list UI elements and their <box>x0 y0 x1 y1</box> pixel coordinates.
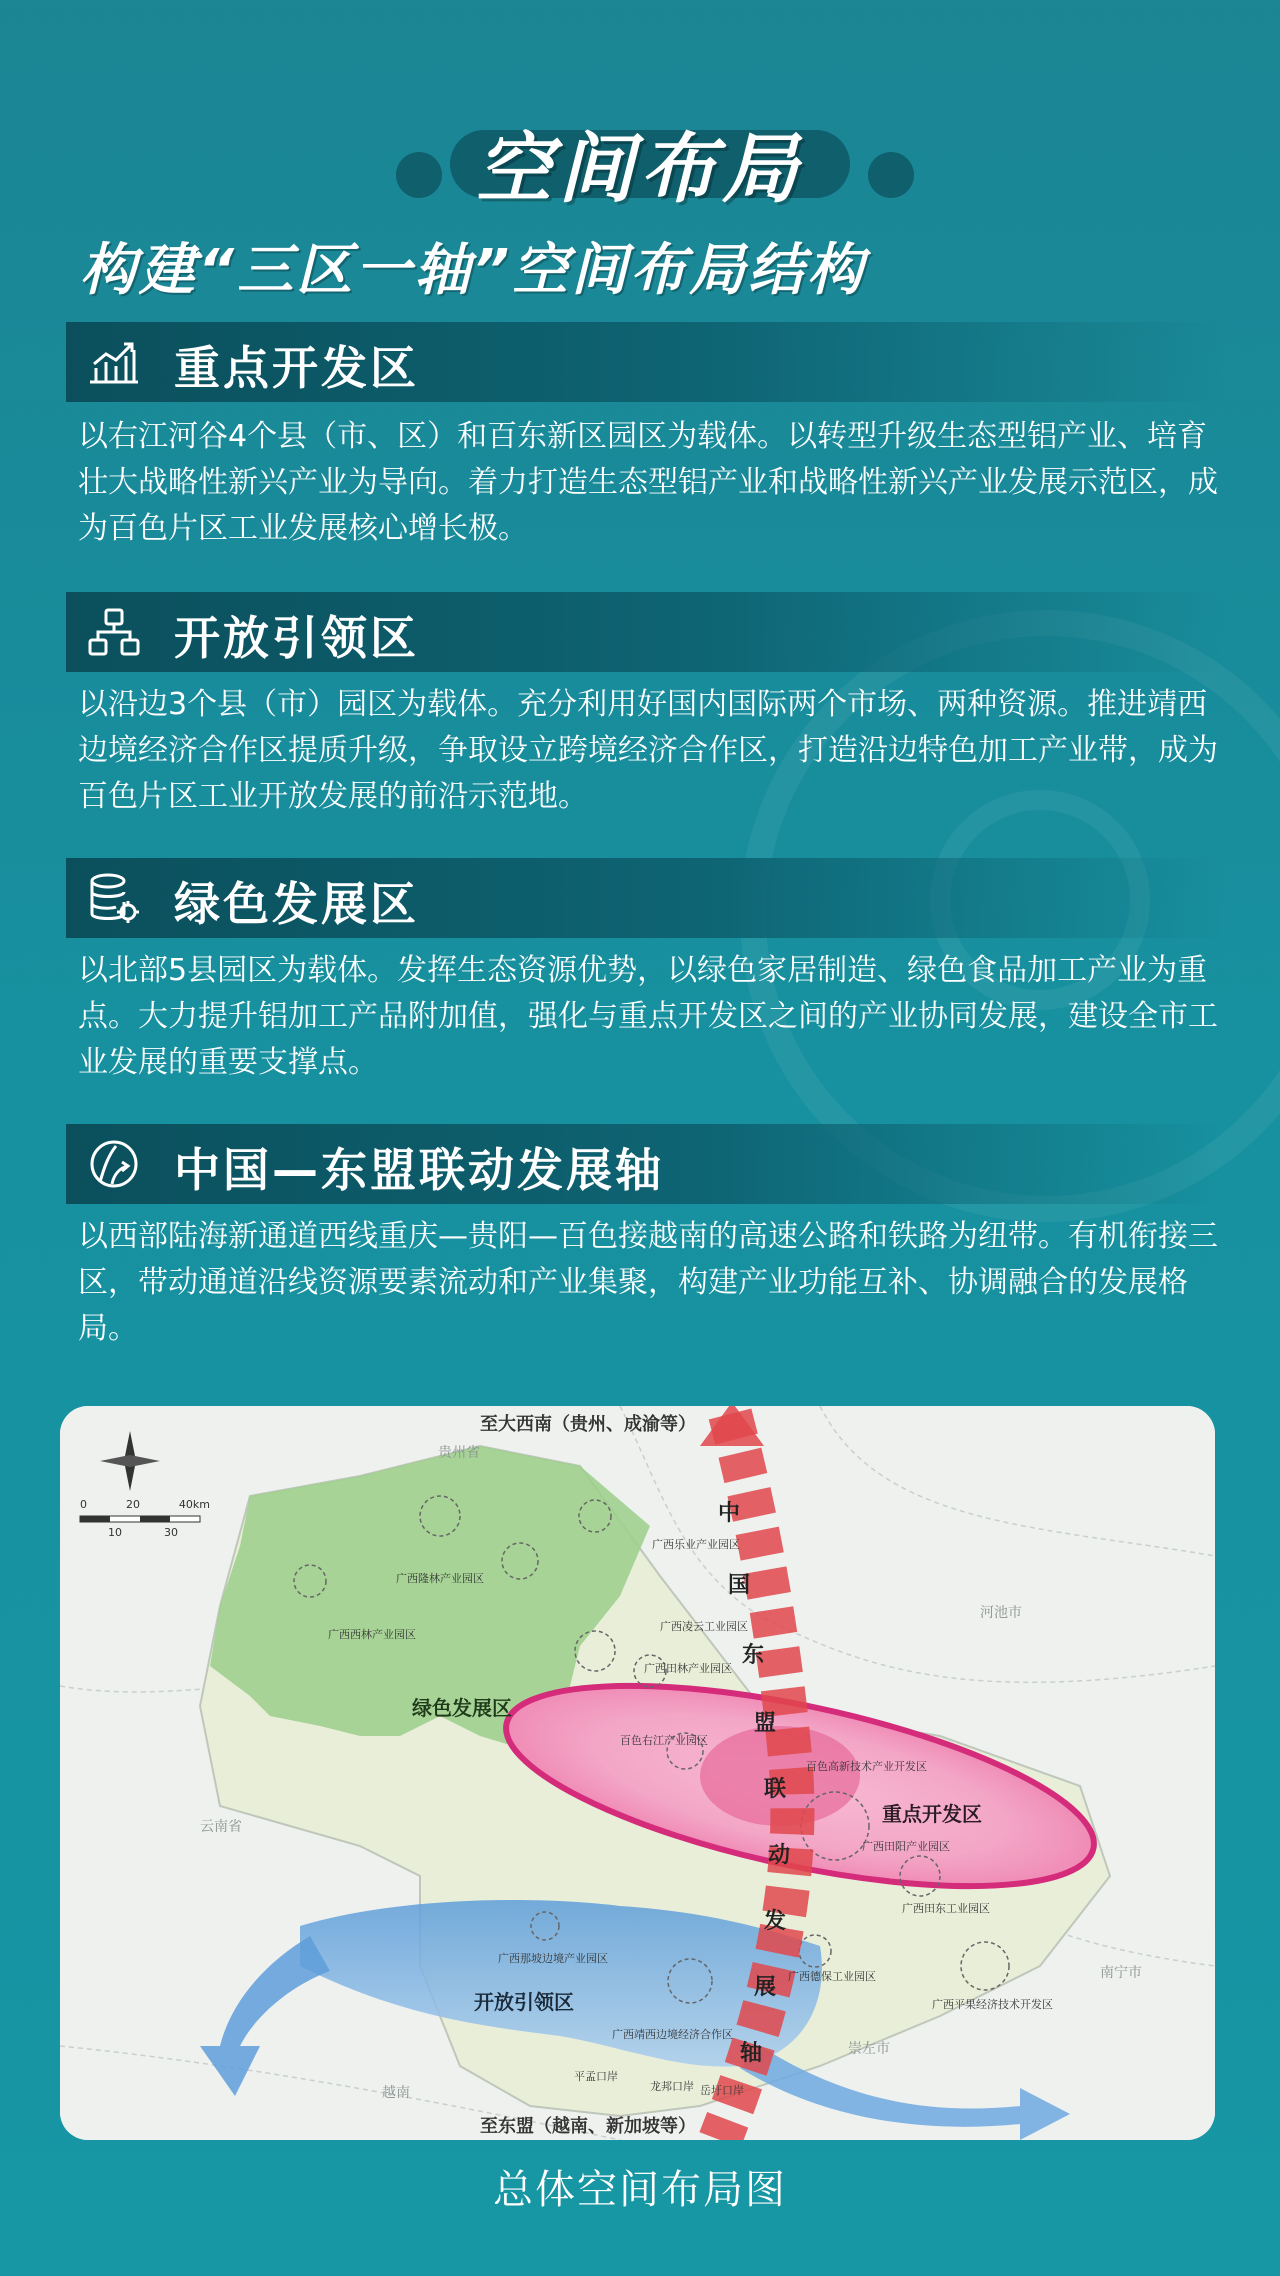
region-label-pink: 重点开发区 <box>882 1802 982 1826</box>
axis-char: 展 <box>754 1975 777 2000</box>
axis-char: 轴 <box>740 2041 763 2066</box>
park-label: 广西西林产业园区 <box>328 1628 416 1641</box>
section-title: 开放引领区 <box>174 611 419 665</box>
map-caption: 总体空间布局图 <box>493 2167 787 2213</box>
park-label: 广西靖西边境经济合作区 <box>612 2028 733 2041</box>
scale-ticks-top <box>80 1498 210 1511</box>
park-label: 平孟口岸 <box>574 2070 618 2083</box>
place-name: 越南 <box>382 2085 410 2101</box>
region-label-green: 绿色发展区 <box>412 1696 512 1720</box>
section-body: 以沿边3个县（市）园区为载体。充分利用好国内国际两个市场、两种资源。推进靖西边境经济合作区提质升级，争取设立跨境经济合作区，打造沿边特色加工产业带，成为百色片区工业开放发展的前沿示范地。 <box>78 687 1218 814</box>
section-header-key-development <box>66 322 1226 402</box>
place-name: 南宁市 <box>1100 1965 1142 1981</box>
park-label: 广西平果经济技术开发区 <box>932 1998 1053 2011</box>
axis-char: 联 <box>764 1777 787 1802</box>
place-name: 贵州省 <box>438 1445 480 1461</box>
section-header-green-development <box>66 858 1226 938</box>
park-label: 广西凌云工业园区 <box>660 1620 748 1633</box>
layout-map <box>60 1406 1215 2140</box>
section-body: 以北部5县园区为载体。发挥生态资源优势，以绿色家居制造、绿色食品加工产业为重点。大力提升铝加工产品附加值，强化与重点开发区之间的产业协同发展，建设全市工业发展的重要支撑点。 <box>78 953 1218 1080</box>
chart-growth-icon <box>86 336 142 388</box>
axis-char: 发 <box>764 1909 787 1934</box>
database-gear-icon <box>86 872 142 924</box>
scale-bar <box>80 1516 200 1522</box>
park-label: 广西德保工业园区 <box>788 1970 876 1983</box>
page-title: 空间布局 <box>476 124 804 213</box>
scale-ticks-bottom <box>108 1526 178 1539</box>
scale-tick: 0 <box>80 1498 87 1511</box>
park-label: 岳圩口岸 <box>700 2084 744 2097</box>
park-label: 广西隆林产业园区 <box>396 1572 484 1585</box>
park-label: 广西那坡边境产业园区 <box>498 1952 608 1965</box>
section-header-open-leading <box>66 592 1226 672</box>
place-name: 崇左市 <box>848 2041 890 2057</box>
axis-char: 中 <box>718 1501 741 1526</box>
axis-char: 国 <box>728 1573 751 1598</box>
place-name: 云南省 <box>200 1819 242 1835</box>
page-subtitle: 构建“三区一轴”空间布局结构 <box>80 238 867 303</box>
scale-tick: 30 <box>164 1526 178 1539</box>
axis-char: 东 <box>742 1643 765 1668</box>
section-title: 中国—东盟联动发展轴 <box>174 1143 664 1197</box>
park-label: 广西乐业产业园区 <box>652 1538 740 1551</box>
scale-tick: 20 <box>125 1498 140 1511</box>
map-top-label: 至大西南（贵州、成渝等） <box>480 1414 696 1435</box>
axis-char: 盟 <box>754 1711 777 1736</box>
park-label: 龙邦口岸 <box>650 2080 694 2093</box>
section-title: 重点开发区 <box>174 341 419 395</box>
region-label-blue: 开放引领区 <box>474 1990 574 2014</box>
map-bottom-label: 至东盟（越南、新加坡等） <box>480 2116 696 2137</box>
park-label: 广西田林产业园区 <box>644 1662 732 1675</box>
axis-char: 动 <box>768 1843 791 1868</box>
park-label: 广西田东工业园区 <box>902 1902 990 1915</box>
place-name: 河池市 <box>980 1605 1022 1621</box>
section-header-axis <box>66 1124 1226 1204</box>
park-label: 百色右江产业园区 <box>620 1734 708 1747</box>
section-title: 绿色发展区 <box>174 877 419 931</box>
section-body: 以右江河谷4个县（市、区）和百东新区园区为载体。以转型升级生态型铝产业、培育壮大战略性新兴产业为导向。着力打造生态型铝产业和战略性新兴产业发展示范区，成为百色片区工业发展核心增长极。 <box>78 419 1218 546</box>
park-label: 百色高新技术产业开发区 <box>806 1760 927 1773</box>
section-body: 以西部陆海新通道西线重庆—贵阳—百色接越南的高速公路和铁路为纽带。有机衔接三区，带动通道沿线资源要素流动和产业集聚，构建产业功能互补、协调融合的发展格局。 <box>78 1219 1218 1346</box>
axis-arrow-icon <box>86 1138 142 1190</box>
scale-tick: 40km <box>178 1498 210 1511</box>
park-label: 广西田阳产业园区 <box>862 1840 950 1853</box>
network-nodes-icon <box>86 606 142 658</box>
scale-tick: 10 <box>108 1526 122 1539</box>
